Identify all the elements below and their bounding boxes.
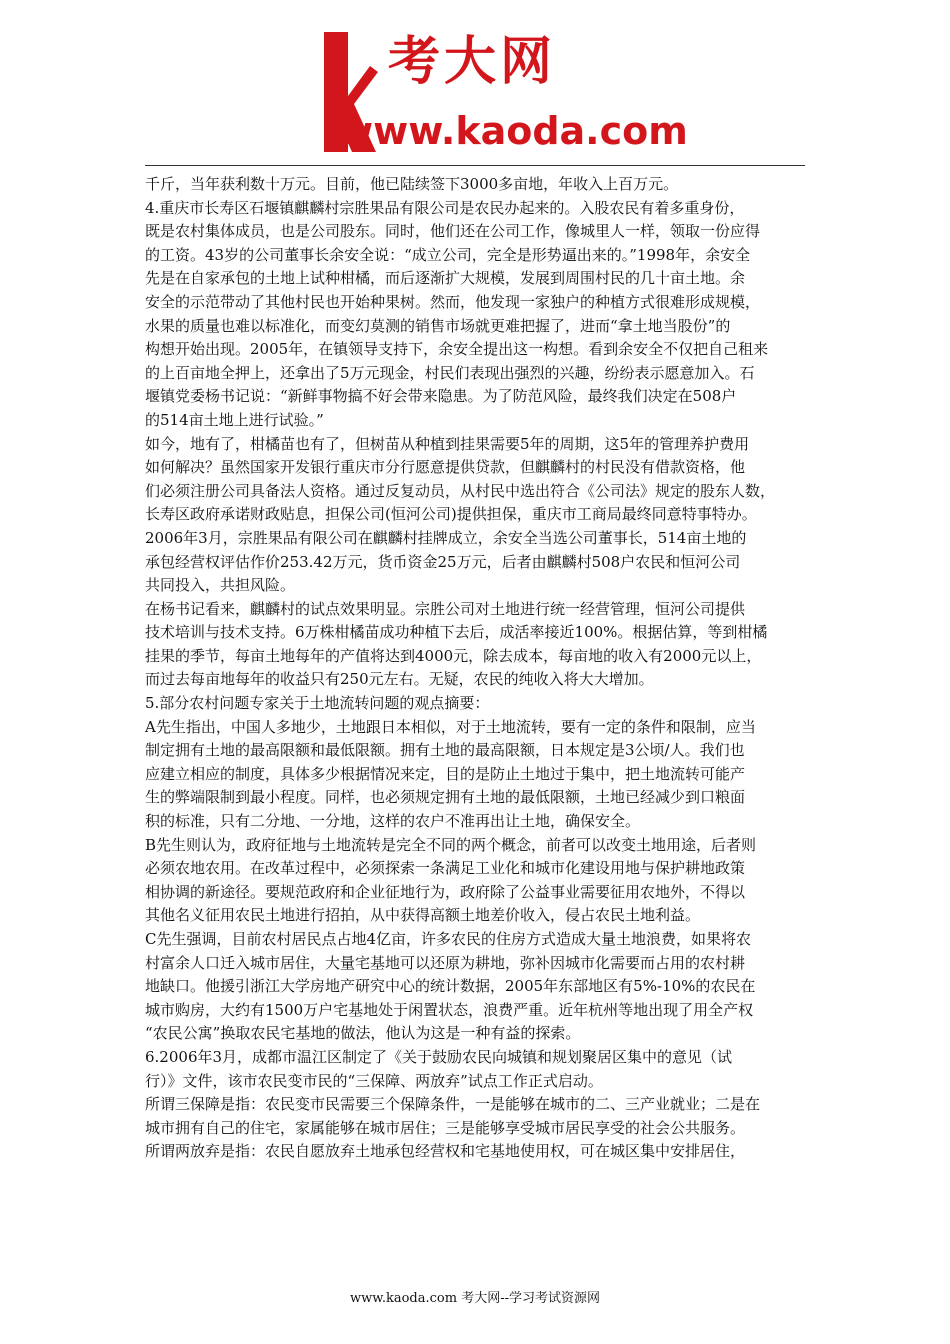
text-line: 挂果的季节，每亩土地每年的产值将达到4000元，除去成本，每亩地的收入有2000元以上， xyxy=(145,646,762,665)
text-line: 城市拥有自己的住宅，家属能够在城市居住；三是能够享受城市居民享受的社会公共服务。 xyxy=(145,1118,746,1137)
text-line: 所谓三保障是指：农民变市民需要三个保障条件，一是能够在城市的二、三产业就业；二是在 xyxy=(145,1095,761,1114)
text-line: 构想开始出现。2005年，在镇领导支持下，余安全提出这一构想。看到余安全不仅把自己租来 xyxy=(145,340,769,359)
text-line: 共同投入，共担风险。 xyxy=(145,576,296,595)
text-line: 的上百亩地全押上，还拿出了5万元现金，村民们表现出强烈的兴趣，纷纷表示愿意加入。石 xyxy=(145,363,755,382)
header-divider xyxy=(145,165,805,166)
text-line: 既是农村集体成员，也是公司股东。同时，他们还在公司工作，像城里人一样，领取一份应得 xyxy=(145,222,761,241)
text-line: 先是在自家承包的土地上试种柑橘，而后逐渐扩大规模，发展到周围村民的几十亩土地。余 xyxy=(145,269,746,288)
text-line: 积的标准，只有二分地、一分地，这样的农户不准再出让土地，确保安全。 xyxy=(145,812,641,831)
text-line: 堰镇党委杨书记说：“新鲜事物搞不好会带来隐患。为了防范风险，最终我们决定在508户 xyxy=(145,387,737,406)
text-line: 如何解决？虽然国家开发银行重庆市分行愿意提供贷款，但麒麟村的村民没有借款资格，他 xyxy=(145,458,746,477)
text-line: 们必须注册公司具备法人资格。通过反复动员，从村民中选出符合《公司法》规定的股东人数， xyxy=(145,481,776,500)
text-line: 水果的质量也难以标准化，而变幻莫测的销售市场就更难把握了，进而“拿土地当股份”的 xyxy=(145,316,731,335)
text-line: C先生强调，目前农村居民点占地4亿亩，许多农民的住房方式造成大量土地浪费，如果将农 xyxy=(145,930,752,948)
text-line: 4.重庆市长寿区石堰镇麒麟村宗胜果品有限公司是农民办起来的。入股农民有着多重身份， xyxy=(145,198,745,217)
text-line: 6.2006年3月，成都市温江区制定了《关于鼓励农民向城镇和规划聚居区集中的意见（试 xyxy=(145,1047,733,1066)
text-line: 千斤，当年获利数十万元。目前，他已陆续签下3000多亩地，年收入上百万元。 xyxy=(145,175,679,193)
text-line: 2006年3月，宗胜果品有限公司在麒麟村挂牌成立，余安全当选公司董事长，514亩土地的 xyxy=(145,528,747,547)
text-line: 如今，地有了，柑橘苗也有了，但树苗从种植到挂果需要5年的周期，这5年的管理养护费用 xyxy=(145,434,750,453)
text-line: 所谓两放弃是指：农民自愿放弃土地承包经营权和宅基地使用权，可在城区集中安排居住， xyxy=(145,1142,746,1161)
text-line: 行）》文件，该市农民变市民的“三保障、两放弃”试点工作正式启动。 xyxy=(145,1071,603,1090)
text-line: B先生则认为，政府征地与土地流转是完全不同的两个概念，前者可以改变土地用途，后者则 xyxy=(145,835,757,854)
text-line: 村富余人口迁入城市居住，大量宅基地可以还原为耕地，弥补因城市化需要而占用的农村耕 xyxy=(145,953,746,972)
text-line: 地缺口。他援引浙江大学房地产研究中心的统计数据，2005年东部地区有5%-10%的农民在 xyxy=(145,977,756,996)
text-line: 应建立相应的制度，具体多少根据情况来定，目的是防止土地过于集中，把土地流转可能产 xyxy=(145,764,746,783)
logo-chinese-text: 考大网 xyxy=(388,32,557,92)
document-body xyxy=(145,173,810,1164)
text-line: 安全的示范带动了其他村民也开始种果树。然而，他发现一家独户的种植方式很难形成规模， xyxy=(145,292,761,311)
text-line: 5.部分农村问题专家关于土地流转问题的观点摘要： xyxy=(145,694,490,713)
text-line: 其他名义征用农民土地进行招拍，从中获得高额土地差价收入，侵占农民土地利益。 xyxy=(145,906,701,925)
text-line: 相协调的新途径。要规范政府和企业征地行为，政府除了公益事业需要征用农地外，不得以 xyxy=(145,882,746,901)
text-line: 城市购房，大约有1500万户宅基地处于闲置状态，浪费严重。近年杭州等地出现了用全产权 xyxy=(145,1000,754,1019)
page-footer: www.kaoda.com 考大网--学习考试资源网 xyxy=(350,1291,600,1306)
site-logo[interactable] xyxy=(318,26,688,158)
logo-url-text: www.kaoda.com xyxy=(338,109,688,153)
text-line: 技术培训与技术支持。6万株柑橘苗成功种植下去后，成活率接近100%。根据估算，等到柑橘 xyxy=(145,623,768,642)
text-line: 的工资。43岁的公司董事长余安全说：“成立公司，完全是形势逼出来的。”1998年，余安全 xyxy=(145,245,751,264)
text-line: 必须农地农用。在改革过程中，必须探索一条满足工业化和城市化建设用地与保护耕地政策 xyxy=(145,859,746,878)
text-line: “农民公寓”换取农民宅基地的做法，他认为这是一种有益的探索。 xyxy=(145,1024,581,1043)
text-line: 生的弊端限制到最小程度。同样，也必须规定拥有土地的最低限额，土地已经减少到口粮面 xyxy=(145,788,746,807)
text-line: 承包经营权评估作价253.42万元，货币资金25万元，后者由麒麟村508户农民和恒河公司 xyxy=(145,552,741,571)
text-line: 而过去每亩地每年的收益只有250元左右。无疑，农民的纯收入将大大增加。 xyxy=(145,670,654,689)
text-line: 长寿区政府承诺财政贴息，担保公司(恒河公司)提供担保，重庆市工商局最终同意特事特办。 xyxy=(145,505,757,524)
text-line: 在杨书记看来，麒麟村的试点效果明显。宗胜公司对土地进行统一经营管理，恒河公司提供 xyxy=(145,599,746,618)
text-line: A先生指出，中国人多地少，土地跟日本相似，对于土地流转，要有一定的条件和限制，应当 xyxy=(145,717,756,736)
text-line: 的514亩土地上进行试验。” xyxy=(145,410,324,429)
text-line: 制定拥有土地的最高限额和最低限额。拥有土地的最高限额，日本规定是3公顷/人。我们也 xyxy=(145,741,745,760)
